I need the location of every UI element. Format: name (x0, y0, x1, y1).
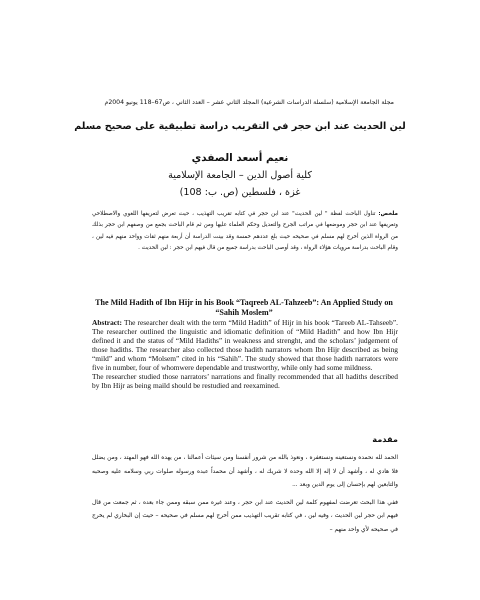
arabic-title: لين الحديث عند ابن حجر في التقريب دراسة تطبيقية على صحيح مسلم (74, 121, 406, 132)
english-abstract-label: Abstract: (92, 318, 122, 327)
english-abstract-text-2: The researcher studied those narrators’ narrations and finally recommended that all hadiths described by Ibn Hijr as being maild should be restudied and reexamined. (92, 372, 398, 391)
intro-body (92, 452, 398, 538)
author-address: غزة ، فلسطين (ص. ب: 108) (179, 187, 301, 198)
english-title: The Mild Hadith of Ibn Hijr in his Book “Taqreeb AL-Tahzeeb”: An Applied Study on “Sahih Moslem” (95, 298, 393, 317)
intro-heading: مقدمة (372, 434, 398, 444)
arabic-abstract-text: تناول الباحث لفظة " لين الحديث" عند ابن حجر في كتابه تقريب التهذيب ، حيث تعرض لتعريفها اللغوي والاصطلاحي وتعريفها عند ابن حجر وموضعها في مراتب الجرح والتعديل وحكم العلماء عليها ومن ثم قام الباحث بجمع من وصفهم ابن حجر بذلك من الرواة الذين أخرج لهم مسلم في صحيحه حيث بلغ عددهم خمسة وقد بينت الدراسة أن أربعة منهم ثقات وواحد منهم فيه لين ، وقام الباحث بدراسة مرويات هؤلاء الرواة ، وقد أوصى الباحث بدراسة جميع من قال فيهم ابن حجر : لين الحديث . (92, 211, 398, 252)
author-name: نعيم أسعد الصفدي (191, 152, 289, 164)
intro-paragraph-2: ففي هذا البحث تعرضت لمفهوم كلمة لين الحديث عند ابن حجر ، وعند غيره ممن سبقه وممن جاء بعده ، ثم جمعت من قال فيهم ابن حجر لين الحديث ، وفيه لين ، في كتابه تقريب التهذيب ممن أخرج لهم مسلم في صحيحه – حيث إن البخاري لم يخرج في صحيحه لأي واحد منهم – (92, 499, 398, 533)
author-affiliation: كلية أصول الدين – الجامعة الإسلامية (168, 170, 312, 181)
journal-header: مجلة الجامعة الإسلامية (سلسلة الدراسات الشرعية) المجلد الثاني عشر – العدد الثاني ، ص67–118 يونيو 2004م (104, 99, 394, 106)
english-abstract-text-1: The researcher dealt with the term “Mild Hadith” of Hijr in his book “Tareeb AL-Tahseeb”. The researcher outlined the linguistic and idiomatic definition of “Mild Hadith” and how Ibn Hijr defined it and the status of “Mild Hadiths” in weakness and strenght, and the scholars’ judgement of those hadiths. The researcher also collected those hadith narrators whom Ibn Hijr described as being “mild” and whom “Molsem” cited in his “Sahih”. The study showed that those hadith narrators were five in number, four of whomwere dependable and trustworthy, while only had some mildness. (92, 318, 399, 373)
english-abstract (92, 318, 398, 390)
arabic-abstract-label: ملخص: (378, 211, 399, 217)
arabic-abstract (92, 209, 398, 255)
intro-paragraph-1: الحمد لله نحمده ونستعينه ونستغفره ، ونعوذ بالله من شرور أنفسنا ومن سيئات أعمالنا ، من يهده الله فهو المهتد ، ومن يضلل فلا هادي له ، وأشهد أن لا إله إلا الله وحده لا شريك له ، وأشهد أن محمداً عبده ورسوله صلوات ربي وسلامه عليه وصحبه والتابعين لهم بإحسان إلى يوم الدين وبعد ... (92, 455, 398, 489)
